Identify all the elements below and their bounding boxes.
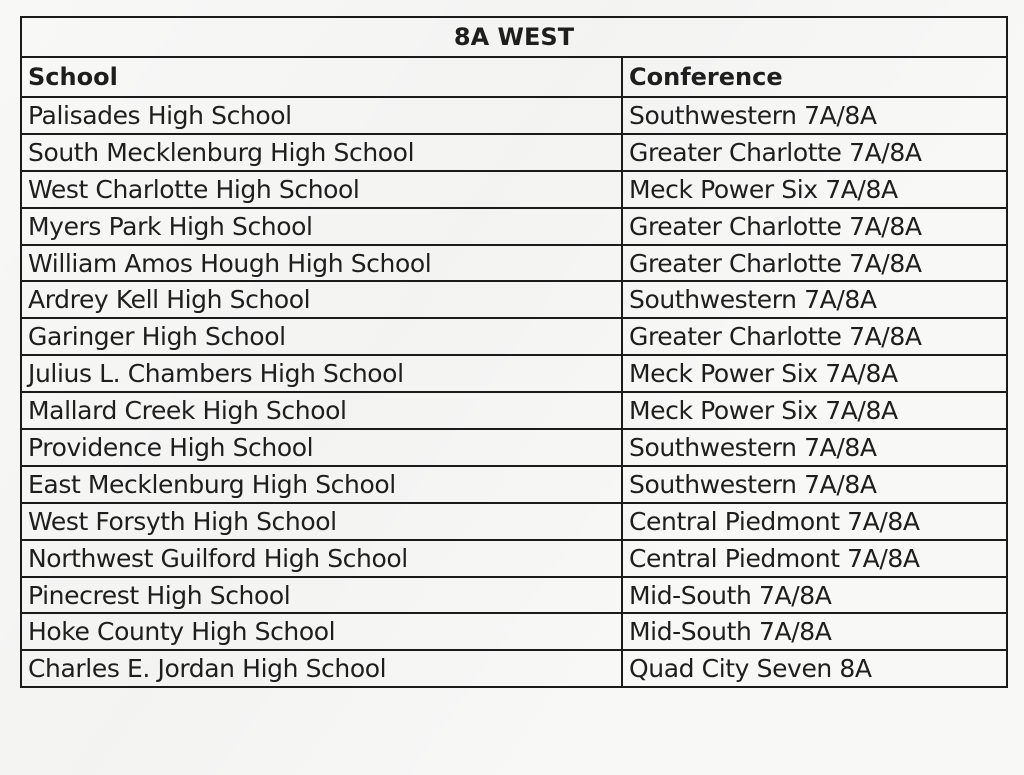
conference-cell: Southwestern 7A/8A bbox=[622, 97, 1007, 134]
school-conference-table bbox=[20, 16, 1008, 688]
school-cell: Palisades High School bbox=[21, 97, 622, 134]
table-row bbox=[21, 208, 1007, 245]
school-cell: Charles E. Jordan High School bbox=[21, 650, 622, 687]
school-cell: Myers Park High School bbox=[21, 208, 622, 245]
header-row bbox=[21, 57, 1007, 97]
table-row bbox=[21, 134, 1007, 171]
conference-cell: Central Piedmont 7A/8A bbox=[622, 503, 1007, 540]
table-row bbox=[21, 171, 1007, 208]
table-row bbox=[21, 392, 1007, 429]
school-cell: Julius L. Chambers High School bbox=[21, 355, 622, 392]
conference-cell: Greater Charlotte 7A/8A bbox=[622, 318, 1007, 355]
table-row bbox=[21, 650, 1007, 687]
conference-cell: Greater Charlotte 7A/8A bbox=[622, 245, 1007, 282]
title-row bbox=[21, 17, 1007, 57]
table-row bbox=[21, 613, 1007, 650]
column-header-school: School bbox=[21, 57, 622, 97]
table-row bbox=[21, 245, 1007, 282]
conference-cell: Meck Power Six 7A/8A bbox=[622, 392, 1007, 429]
conference-cell: Mid-South 7A/8A bbox=[622, 613, 1007, 650]
school-cell: Providence High School bbox=[21, 429, 622, 466]
table-row bbox=[21, 318, 1007, 355]
conference-cell: Greater Charlotte 7A/8A bbox=[622, 208, 1007, 245]
school-cell: Mallard Creek High School bbox=[21, 392, 622, 429]
conference-cell: Greater Charlotte 7A/8A bbox=[622, 134, 1007, 171]
column-header-conference: Conference bbox=[622, 57, 1007, 97]
conference-cell: Mid-South 7A/8A bbox=[622, 577, 1007, 614]
conference-cell: Southwestern 7A/8A bbox=[622, 429, 1007, 466]
conference-cell: Southwestern 7A/8A bbox=[622, 281, 1007, 318]
table-row bbox=[21, 503, 1007, 540]
table-body bbox=[21, 97, 1007, 687]
conference-cell: Meck Power Six 7A/8A bbox=[622, 355, 1007, 392]
school-cell: Pinecrest High School bbox=[21, 577, 622, 614]
school-cell: William Amos Hough High School bbox=[21, 245, 622, 282]
conference-cell: Quad City Seven 8A bbox=[622, 650, 1007, 687]
school-cell: West Forsyth High School bbox=[21, 503, 622, 540]
conference-cell: Southwestern 7A/8A bbox=[622, 466, 1007, 503]
school-cell: Ardrey Kell High School bbox=[21, 281, 622, 318]
table-row bbox=[21, 540, 1007, 577]
table-row bbox=[21, 466, 1007, 503]
conference-cell: Meck Power Six 7A/8A bbox=[622, 171, 1007, 208]
school-cell: South Mecklenburg High School bbox=[21, 134, 622, 171]
table-row bbox=[21, 355, 1007, 392]
table-title: 8A WEST bbox=[21, 17, 1007, 57]
school-cell: Hoke County High School bbox=[21, 613, 622, 650]
conference-cell: Central Piedmont 7A/8A bbox=[622, 540, 1007, 577]
school-cell: West Charlotte High School bbox=[21, 171, 622, 208]
school-cell: East Mecklenburg High School bbox=[21, 466, 622, 503]
table-row bbox=[21, 281, 1007, 318]
school-cell: Northwest Guilford High School bbox=[21, 540, 622, 577]
table-row bbox=[21, 97, 1007, 134]
school-cell: Garinger High School bbox=[21, 318, 622, 355]
table-row bbox=[21, 429, 1007, 466]
table-row bbox=[21, 577, 1007, 614]
